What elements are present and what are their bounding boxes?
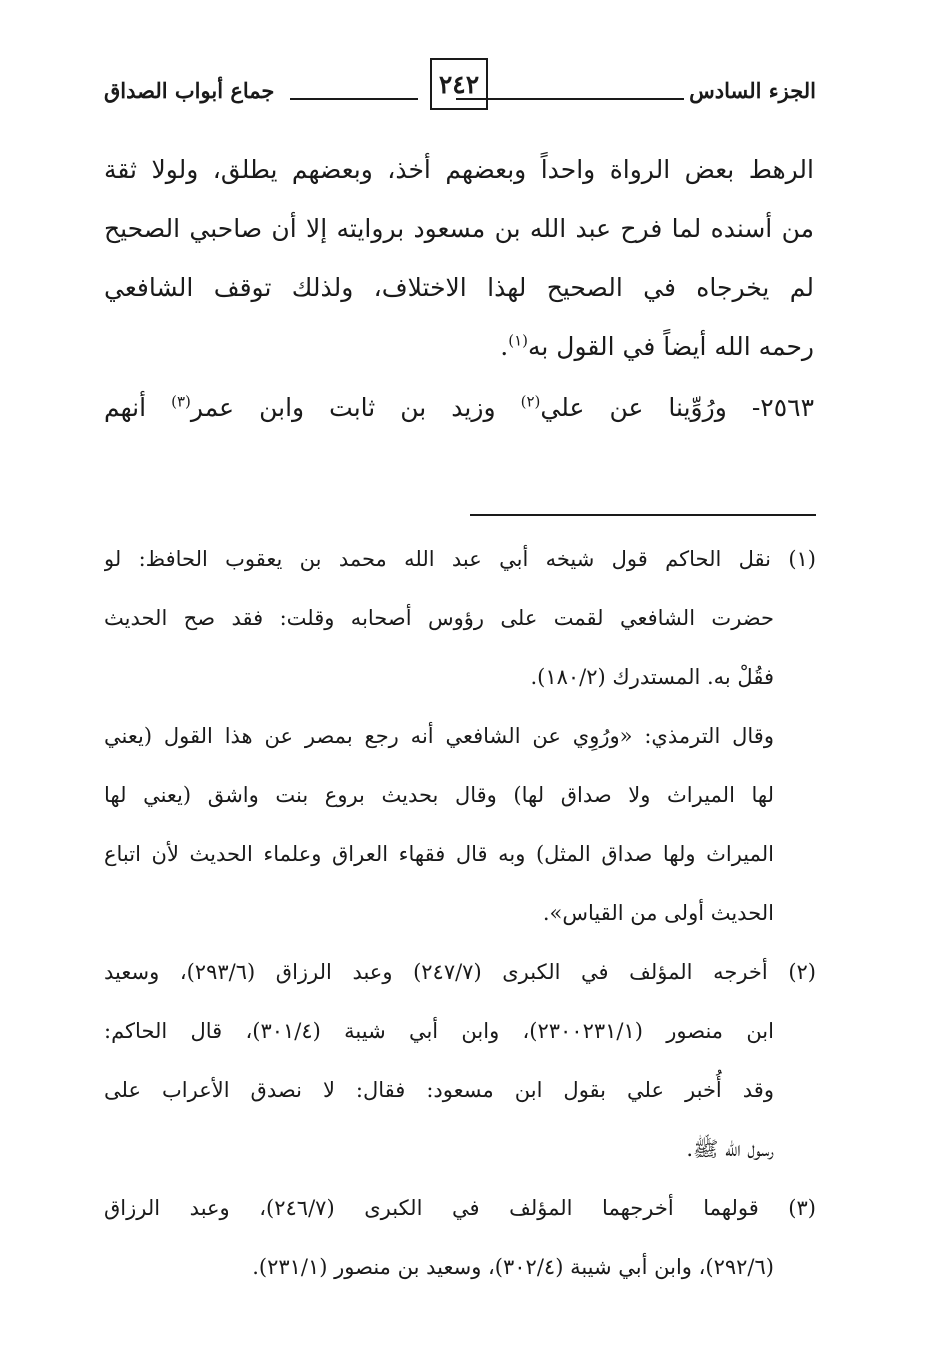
body-line: من أسنده لما فرح عبد الله بن مسعود بروايته إلا أن صاحبي الصحيح bbox=[104, 214, 814, 243]
footnote-line: فقُلْ به. المستدرك (١٨٠/٢). bbox=[530, 665, 774, 689]
body-line-end: . bbox=[500, 332, 509, 361]
body-line-text: رحمه الله أيضاً في القول به bbox=[528, 332, 814, 361]
footnote-separator bbox=[470, 514, 816, 516]
para-text: أنهم bbox=[104, 393, 147, 422]
chapter-title: جماع أبواب الصداق bbox=[104, 78, 275, 103]
footnote-line: وقد أُخبر علي بقول ابن مسعود: فقال: لا نصدق الأعراب على bbox=[104, 1078, 774, 1102]
footnote-line: لها الميراث ولا صداق لها) وقال بحديث بروع بنت واشق (يعني لها bbox=[104, 783, 774, 807]
running-header bbox=[104, 58, 816, 114]
header-rule-right bbox=[456, 98, 684, 100]
footnote-line: (٢٩٢/٦)، وابن أبي شيبة (٣٠٢/٤)، وسعيد بن منصور (٢٣١/١). bbox=[252, 1255, 774, 1279]
footnote-ref-3: (٣) bbox=[171, 392, 191, 411]
footnote-line: (٢) أخرجه المؤلف في الكبرى (٢٤٧/٧) وعبد الرزاق (٢٩٣/٦)، وسعيد bbox=[104, 960, 816, 984]
footnote-line: (٣) قولهما أخرجهما المؤلف في الكبرى (٢٤٦/٧)، وعبد الرزاق bbox=[104, 1196, 816, 1220]
footnote-line: الحديث أولى من القياس». bbox=[542, 901, 774, 925]
body-line: الرهط بعض الرواة واحداً وبعضهم أخذ، وبعضهم يطلق، ولولا ثقة bbox=[104, 155, 814, 184]
footnotes bbox=[104, 530, 816, 1297]
paragraph-number: ٢٥٦٣- bbox=[751, 393, 814, 422]
header-rule-left bbox=[290, 98, 418, 100]
footnote-ref-2: (٢) bbox=[520, 392, 541, 411]
footnote-ref-1: (١) bbox=[508, 331, 528, 350]
paragraph-2563 bbox=[104, 378, 814, 437]
footnote-line: وقال الترمذي: «ورُوِي عن الشافعي أنه رجع بمصر عن هذا القول (يعني bbox=[104, 724, 774, 748]
footnote-line: (١) نقل الحاكم قول شيخه أبي عبد الله محمد بن يعقوب الحافظ: لو bbox=[104, 547, 816, 571]
footnote-line: الميراث ولها صداق المثل) وبه قال فقهاء العراق وعلماء الحديث لأن اتباع bbox=[104, 842, 774, 866]
footnote-line: ابن منصور (٢٣٠٠٢٣١/١)، وابن أبي شيبة (٣٠١/٤)، قال الحاكم: bbox=[104, 1019, 774, 1043]
main-text bbox=[104, 140, 814, 437]
body-line bbox=[104, 317, 814, 376]
volume-title: الجزء السادس bbox=[689, 78, 816, 103]
page-number: ٢٤٢ bbox=[430, 58, 488, 110]
body-line: لم يخرجاه في الصحيح لهذا الاختلاف، ولذلك توقف الشافعي bbox=[104, 273, 814, 302]
para-text: وزيد بن ثابت وابن عمر bbox=[190, 393, 496, 422]
para-text: ورُوِّينا عن علي bbox=[540, 393, 727, 422]
footnote-line: رسول الله ﷺ. bbox=[686, 1137, 774, 1161]
footnote-line: حضرت الشافعي لقمت على رؤوس أصحابه وقلت: فقد صح الحديث bbox=[104, 606, 774, 630]
